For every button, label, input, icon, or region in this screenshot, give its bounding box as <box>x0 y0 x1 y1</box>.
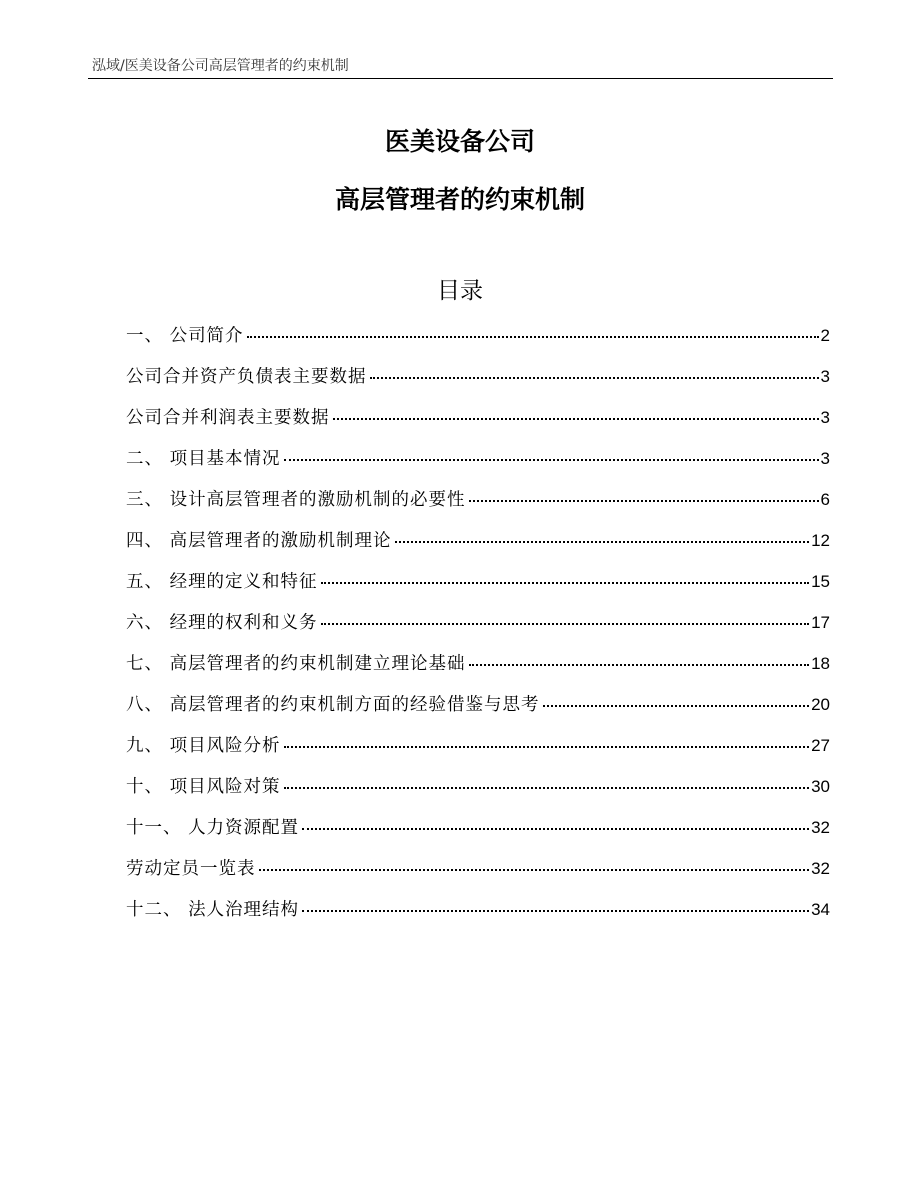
toc-entry-title: 公司合并利润表主要数据 <box>126 408 330 428</box>
toc-entry-page: 3 <box>820 408 830 427</box>
toc-leader-dots <box>284 746 810 748</box>
toc-entry-title: 九、 项目风险分析 <box>126 736 281 756</box>
toc-entry-title: 四、 高层管理者的激励机制理论 <box>126 531 392 551</box>
toc-leader-dots <box>395 541 810 543</box>
toc-leader-dots <box>321 582 810 584</box>
document-title-line-1: 医美设备公司 <box>384 127 535 156</box>
toc-entry-title: 七、 高层管理者的约束机制建立理论基础 <box>126 654 466 674</box>
toc-entry-title: 二、 项目基本情况 <box>126 449 281 469</box>
table-of-contents <box>126 322 830 937</box>
toc-entry-title: 劳动定员一览表 <box>126 859 256 879</box>
toc-entry[interactable] <box>126 609 830 650</box>
toc-leader-dots <box>543 705 810 707</box>
toc-entry-page: 30 <box>811 777 830 796</box>
header-divider <box>88 78 833 79</box>
toc-entry-page: 3 <box>820 449 830 468</box>
toc-leader-dots <box>259 869 810 871</box>
toc-entry-page: 15 <box>811 572 830 591</box>
toc-entry-title: 六、 经理的权利和义务 <box>126 613 318 633</box>
toc-leader-dots <box>284 787 810 789</box>
toc-entry[interactable] <box>126 691 830 732</box>
toc-entry-page: 32 <box>811 859 830 878</box>
toc-entry[interactable] <box>126 322 830 363</box>
toc-entry[interactable] <box>126 732 830 773</box>
toc-leader-dots <box>469 664 810 666</box>
toc-entry[interactable] <box>126 650 830 691</box>
toc-entry-page: 27 <box>811 736 830 755</box>
toc-entry[interactable] <box>126 404 830 445</box>
toc-entry[interactable] <box>126 527 830 568</box>
toc-leader-dots <box>469 500 819 502</box>
toc-entry-title: 一、 公司简介 <box>126 326 244 346</box>
toc-entry[interactable] <box>126 486 830 527</box>
toc-entry[interactable] <box>126 896 830 937</box>
toc-leader-dots <box>370 377 819 379</box>
toc-leader-dots <box>302 828 809 830</box>
toc-entry[interactable] <box>126 814 830 855</box>
toc-entry-title: 八、 高层管理者的约束机制方面的经验借鉴与思考 <box>126 695 540 715</box>
toc-entry[interactable] <box>126 855 830 896</box>
toc-entry[interactable] <box>126 445 830 486</box>
toc-entry-page: 20 <box>811 695 830 714</box>
toc-entry-title: 公司合并资产负债表主要数据 <box>126 367 367 387</box>
toc-entry-title: 十、 项目风险对策 <box>126 777 281 797</box>
toc-entry-page: 34 <box>811 900 830 919</box>
toc-entry-page: 32 <box>811 818 830 837</box>
toc-entry-page: 3 <box>820 367 830 386</box>
toc-leader-dots <box>321 623 810 625</box>
toc-entry-page: 17 <box>811 613 830 632</box>
toc-leader-dots <box>247 336 819 338</box>
toc-entry[interactable] <box>126 773 830 814</box>
toc-leader-dots <box>333 418 819 420</box>
toc-entry-page: 18 <box>811 654 830 673</box>
toc-entry-title: 十二、 法人治理结构 <box>126 900 300 920</box>
toc-entry-title: 三、 设计高层管理者的激励机制的必要性 <box>126 490 466 510</box>
toc-entry-title: 十一、 人力资源配置 <box>126 818 300 838</box>
running-header: 泓域/医美设备公司高层管理者的约束机制 <box>92 58 349 74</box>
toc-entry-title: 五、 经理的定义和特征 <box>126 572 318 592</box>
toc-entry[interactable] <box>126 363 830 404</box>
toc-entry-page: 2 <box>820 326 830 345</box>
toc-entry[interactable] <box>126 568 830 609</box>
toc-entry-page: 12 <box>811 531 830 550</box>
document-title-line-2: 高层管理者的约束机制 <box>334 185 585 214</box>
toc-leader-dots <box>302 910 809 912</box>
toc-entry-page: 6 <box>820 490 830 509</box>
toc-heading: 目录 <box>437 278 483 304</box>
toc-leader-dots <box>284 459 819 461</box>
